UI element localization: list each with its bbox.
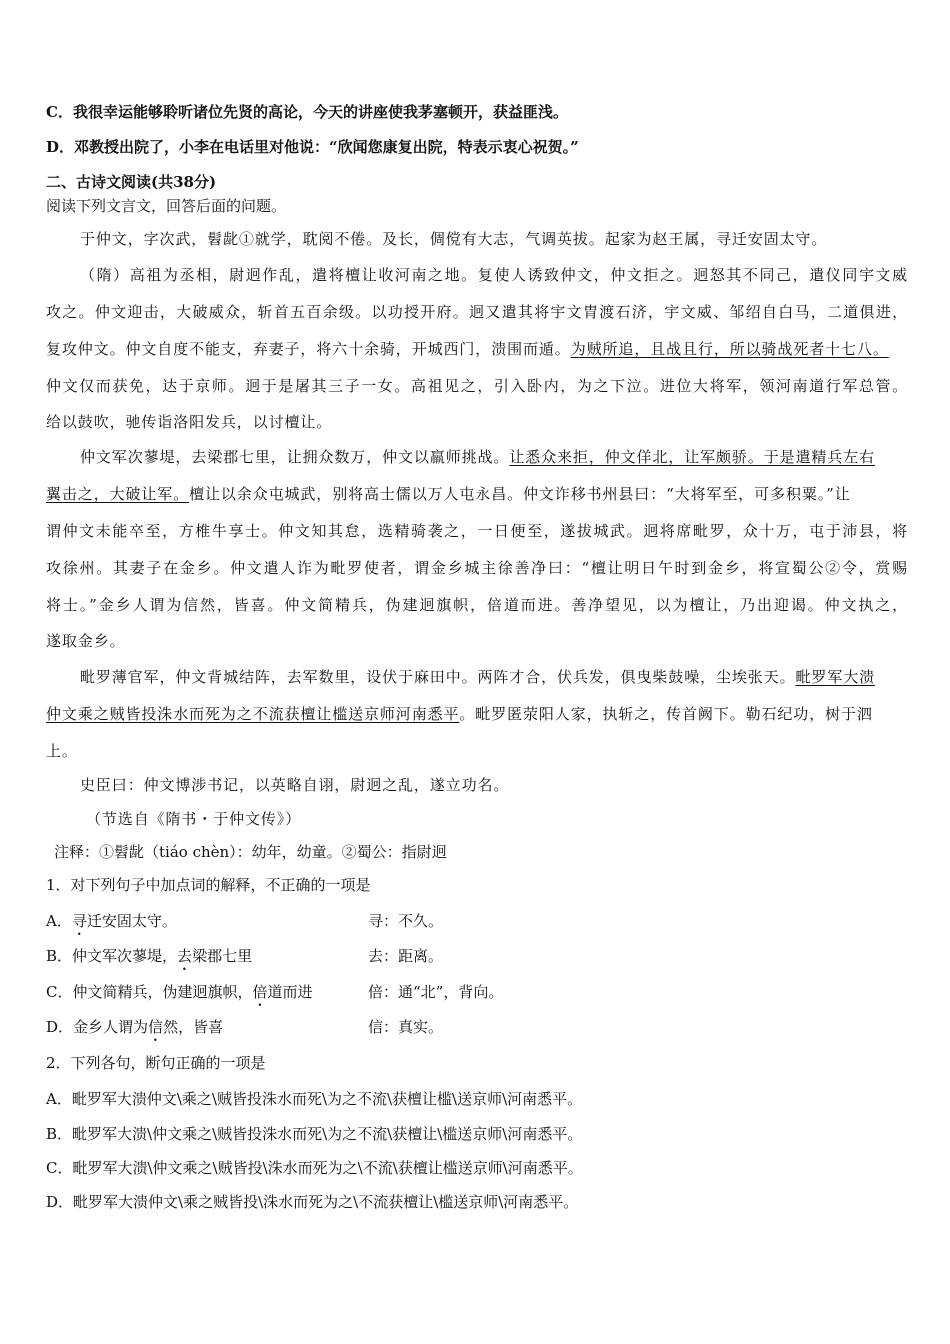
question-2-option-a[interactable]: A．毗罗军大溃仲文\乘之\贼皆投洙水而死\为之不流\获檀让槛\送京师\河南悉平。 (46, 1090, 583, 1108)
option-sentence (46, 911, 177, 939)
passage-paragraph-3-line-4: 攻徐州。其妻子在金乡。仲文遣人诈为毗罗使者，谓金乡城主徐善净曰：“檀让明日午时到金乡，将宣蜀公②令，赏赐 (46, 559, 908, 577)
option-sentence (46, 982, 313, 1010)
option-text: 梁郡七里 (192, 947, 253, 965)
question-2-option-d[interactable]: D．毗罗军大溃仲文\乘之贼皆投\洙水而死为之\不流获檀让\槛送京师\河南悉平。 (46, 1193, 579, 1211)
passage-paragraph-4-line-2 (46, 704, 908, 724)
passage-paragraph-3-line-1 (46, 447, 908, 467)
passage-paragraph-4-line-1 (46, 667, 908, 687)
option-explanation: 寻：不久。 (368, 912, 444, 930)
passage-paragraph-4-line-3: 上。 (46, 742, 78, 760)
passage-paragraph-2-line-3 (46, 339, 908, 359)
underlined-sentence: 于是遣精兵左右 (763, 448, 876, 466)
passage-paragraph-2-line-1: （隋）高祖为丞相，尉迥作乱，遣将檀让收河南之地。复使人诱致仲文，仲文拒之。迥怒其不同己，遣仪同宇文威 (80, 266, 908, 284)
dotted-word: 去 (177, 947, 193, 965)
option-text: 金乡人谓为 (73, 1018, 149, 1036)
underlined-sentence: 仲文乘之贼皆投洙水而死为之不流获檀让槛送京师河南悉平 (46, 705, 460, 723)
question-2-option-b[interactable]: B．毗罗军大溃\仲文乘之\贼皆投洙水而死\为之不流\获檀让\槛送京师\河南悉平。 (46, 1125, 583, 1143)
passage-source: （节选自《隋书・于仲文传》） (86, 810, 302, 828)
historian-comment: 史臣曰：仲文博涉书记，以英略自诩，尉迥之乱，遂立功名。 (80, 776, 510, 794)
option-sentence (46, 946, 252, 974)
question-2-stem: 2．下列各句，断句正确的一项是 (46, 1054, 266, 1072)
option-explanation: 信：真实。 (368, 1018, 444, 1036)
passage-paragraph-2-line-5: 给以鼓吹，驰传诣洛阳发兵，以讨檀让。 (46, 413, 333, 431)
option-letter: B． (46, 947, 73, 965)
passage-text: 复攻仲文。仲文自度不能支，弃妻子，将六十余骑，开城西门，溃围而遁。 (46, 340, 571, 358)
option-letter: C． (46, 983, 73, 1001)
passage-paragraph-1: 于仲文，字次武，髫龀①就学，耽阅不倦。及长，倜傥有大志，气调英拔。起家为赵王属，寻迁安固太守。 (80, 230, 828, 248)
option-letter: A． (46, 912, 72, 930)
passage-paragraph-2-line-4: 仲文仅而获免，达于京师。迥于是屠其三子一女。高祖见之，引入卧内，为之下泣。进位大将军，领河南道行军总管。 (46, 377, 908, 395)
underlined-sentence: 让悉众来拒，仲文佯北，让军颇骄。 (509, 448, 764, 466)
passage-paragraph-3-line-5: 将士。”金乡人谓为信然，皆喜。仲文简精兵，伪建迥旗帜，倍道而进。善净望见，以为檀让，乃出迎谒。仲文执之， (46, 596, 908, 614)
section-instruction: 阅读下列文言文，回答后面的问题。 (46, 197, 287, 215)
underlined-sentence: 为贼所追，且战且行，所以骑战死者十七八。 (570, 340, 889, 358)
passage-text: 毗罗薄官军，仲文背城结阵，去军数里，设伏于麻田中。两阵才合，伏兵发，俱曳柴鼓噪，尘埃张天。 (80, 668, 796, 686)
option-text: 仲文简精兵，伪建迥旗帜， (72, 983, 253, 1001)
question-1-stem: 1．对下列句子中加点词的解释，不正确的一项是 (46, 876, 371, 894)
option-text: 仲文军次蓼堤， (72, 947, 178, 965)
prev-option-d: D．邓教授出院了，小李在电话里对他说：“欣闻您康复出院，特表示衷心祝贺。” (46, 138, 579, 156)
prev-option-c: C．我很幸运能够聆听诸位先贤的高论，今天的讲座使我茅塞顿开，获益匪浅。 (46, 103, 568, 121)
option-letter: D． (46, 1018, 74, 1036)
passage-text: 。毗罗匿荥阳人家，执斩之，传首阙下。勒石纪功，树于泗 (459, 705, 873, 723)
underlined-sentence: 翼击之，大破让军。 (46, 485, 190, 503)
option-text: 然，皆喜 (163, 1018, 224, 1036)
option-text: 道而进 (267, 983, 313, 1001)
passage-paragraph-2-line-2: 攻之。仲文迎击，大破威众，斩首五百余级。以功授开府。迥又遣其将宇文胄渡石济，宇文威、邹绍自白马，二道俱进， (46, 303, 908, 321)
passage-paragraph-3-line-3: 谓仲文未能卒至，方椎牛享士。仲文知其怠，选精骑袭之，一日便至，遂拔城武。迥将席毗罗，众十万，屯于沛县，将 (46, 522, 908, 540)
dotted-word: 信 (148, 1018, 164, 1036)
option-text: 迁安固太守。 (86, 912, 177, 930)
option-sentence (46, 1017, 223, 1045)
passage-paragraph-3-line-2 (46, 484, 908, 504)
passage-paragraph-3-line-6: 遂取金乡。 (46, 632, 126, 650)
passage-annotation: 注释：①髫龀（tiáo chèn）：幼年，幼童。②蜀公：指尉迥 (54, 843, 447, 861)
passage-text: 仲文军次蓼堤，去梁郡七里，让拥众数万，仲文以羸师挑战。 (80, 448, 510, 466)
passage-text: 檀让以余众屯城武，别将高士儒以万人屯永昌。仲文诈移书州县曰：“大将军至，可多积粟。”让 (189, 485, 851, 503)
underlined-sentence: 毗罗军大溃 (795, 668, 876, 686)
option-explanation: 去：距离。 (368, 947, 444, 965)
question-2-option-c[interactable]: C．毗罗军大溃\仲文乘之\贼皆投\洙水而死为之\不流\获檀让槛送京师\河南悉平。 (46, 1159, 583, 1177)
option-explanation: 倍：通“北”，背向。 (368, 983, 504, 1001)
dotted-word: 寻 (71, 912, 87, 930)
section-title: 二、古诗文阅读(共38分) (46, 173, 217, 191)
dotted-word: 倍 (252, 983, 268, 1001)
